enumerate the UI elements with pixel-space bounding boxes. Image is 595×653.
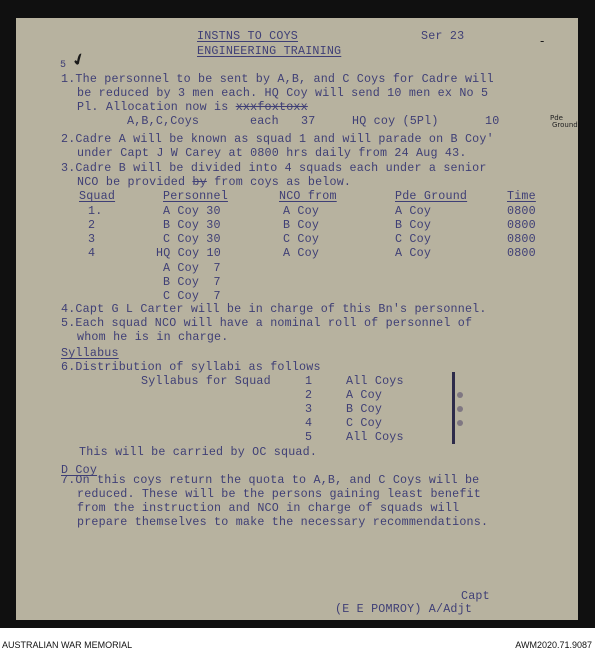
syllabus-heading: Syllabus [61, 346, 119, 360]
syllabus-squad-number: 5 [305, 430, 313, 444]
syllabus-coys: All Coys [346, 430, 404, 444]
allocation-coys: A,B,C,Coys [127, 114, 200, 128]
allocation-each: each [250, 114, 279, 128]
personnel-cell: B Coy 7 [163, 275, 221, 289]
nco-cell: C Coy [283, 232, 320, 246]
time-cell: 0800 [507, 232, 536, 246]
personnel-cell: C Coy 30 [163, 232, 221, 246]
document-title: INSTNS TO COYS [197, 29, 298, 43]
time-cell: 0800 [507, 204, 536, 218]
allocation-each-number: 37 [301, 114, 316, 128]
syllabus-squad-number: 2 [305, 388, 313, 402]
signature-name: (E E POMROY) A/Adjt [335, 602, 473, 616]
ink-smudge [457, 420, 463, 426]
ink-tick-mark: ✔ [68, 48, 89, 71]
allocation-hq-number: 10 [485, 114, 500, 128]
squad-cell: 2 [88, 218, 96, 232]
syllabus-coys: B Coy [346, 402, 383, 416]
syllabus-coys: C Coy [346, 416, 383, 430]
col-header-nco-from: NCO from [279, 189, 337, 203]
para-4: 4.Capt G L Carter will be in charge of this Bn's personnel. [61, 302, 487, 316]
para-5-line-1: 5.Each squad NCO will have a nominal roll of personnel of [61, 316, 473, 330]
signature-rank: Capt [461, 589, 490, 603]
ground-cell: A Coy [395, 246, 432, 260]
squad-cell: 1. [88, 204, 103, 218]
para-7-line-1: 7.On this coys return the quota to A,B, and C Coys will be [61, 473, 480, 487]
footer-reference-number: AWM2020.71.9087 [515, 640, 592, 650]
struck-text: by [192, 175, 207, 189]
ink-smudge [457, 406, 463, 412]
para-3-line-1: 3.Cadre B will be divided into 4 squads each under a senior [61, 161, 487, 175]
personnel-cell: A Coy 30 [163, 204, 221, 218]
syllabus-squad-number: 1 [305, 374, 313, 388]
dcoy-heading: D Coy [61, 463, 98, 477]
allocation-hq: HQ coy (5Pl) [352, 114, 439, 128]
document-subtitle: ENGINEERING TRAINING [197, 44, 342, 58]
ground-cell: C Coy [395, 232, 432, 246]
nco-cell: A Coy [283, 246, 320, 260]
personnel-cell: HQ Coy 10 [156, 246, 221, 260]
para-3-line-2: NCO be provided by from coys as below. [77, 175, 352, 189]
para-6: 6.Distribution of syllabi as follows [61, 360, 321, 374]
para-7-line-3: from the instruction and NCO in charge of squads will [77, 501, 460, 515]
para-6-note: This will be carried by OC squad. [79, 445, 318, 459]
nco-cell: A Coy [283, 204, 320, 218]
corner-mark: - [540, 34, 545, 48]
personnel-cell: A Coy 7 [163, 261, 221, 275]
para-1-line-2: be reduced by 3 men each. HQ Coy will send 10 men ex No 5 [77, 86, 489, 100]
footer-archive-name: AUSTRALIAN WAR MEMORIAL [2, 640, 133, 650]
handwritten-margin-note: Pde Ground [550, 114, 578, 129]
para-7-line-2: reduced. These will be the persons gaining least benefit [77, 487, 481, 501]
syllabus-coys: All Coys [346, 374, 404, 388]
para-5-line-2: whom he is in charge. [77, 330, 229, 344]
time-cell: 0800 [507, 246, 536, 260]
nco-cell: B Coy [283, 218, 320, 232]
ink-bracket-line [452, 372, 455, 444]
squad-cell: 4 [88, 246, 96, 260]
col-header-squad: Squad [79, 189, 116, 203]
ground-cell: A Coy [395, 204, 432, 218]
para-1-line-1: 1.The personnel to be sent by A,B, and C Coys for Cadre will [61, 72, 494, 86]
syllabus-coys: A Coy [346, 388, 383, 402]
struck-text: xxxfoxtoxx [235, 100, 308, 114]
page-mark: 5 [60, 60, 67, 71]
para-2-line-1: 2.Cadre A will be known as squad 1 and will parade on B Coy' [61, 132, 494, 146]
syllabus-squad-number: 3 [305, 402, 313, 416]
para-7-line-4: prepare themselves to make the necessary recommendations. [77, 515, 489, 529]
personnel-cell: B Coy 30 [163, 218, 221, 232]
time-cell: 0800 [507, 218, 536, 232]
personnel-cell: C Coy 7 [163, 289, 221, 303]
col-header-personnel: Personnel [163, 189, 228, 203]
serial-number: Ser 23 [421, 29, 465, 43]
para-2-line-2: under Capt J W Carey at 0800 hrs daily from 24 Aug 43. [77, 146, 467, 160]
ground-cell: B Coy [395, 218, 432, 232]
squad-cell: 3 [88, 232, 96, 246]
para-1-line-3: Pl. Allocation now is xxxfoxtoxx [77, 100, 308, 114]
syllabus-squad-number: 4 [305, 416, 313, 430]
syllabus-label: Syllabus for Squad [141, 374, 271, 388]
ink-smudge [457, 392, 463, 398]
col-header-time: Time [507, 189, 536, 203]
col-header-pde-ground: Pde Ground [395, 189, 468, 203]
